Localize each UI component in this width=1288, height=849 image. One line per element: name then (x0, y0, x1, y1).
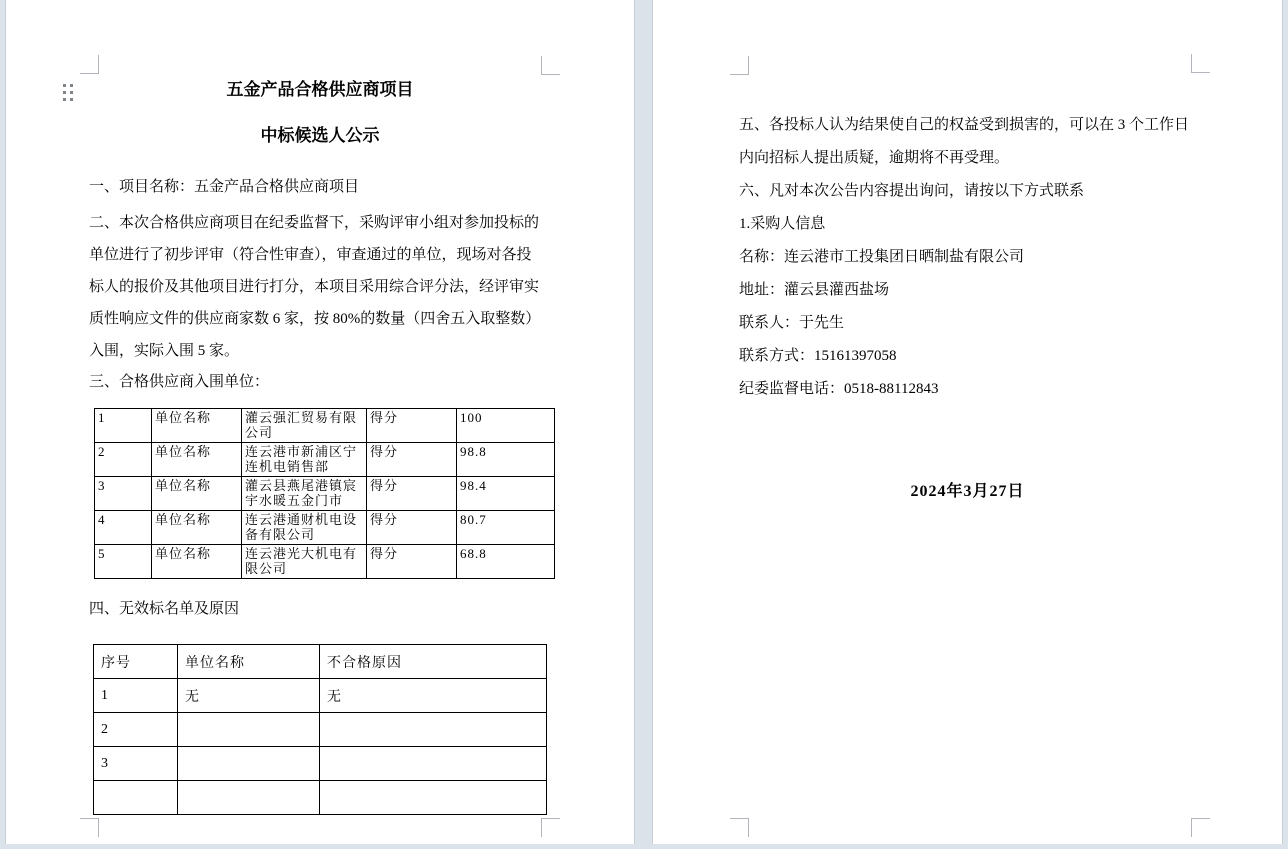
table-cell: 灌云县燕尾港镇宸宇水暖五金门市 (242, 477, 367, 511)
table-cell: 得分 (367, 511, 457, 545)
table-row (95, 409, 555, 443)
table-cell (320, 713, 547, 747)
table-cell: 3 (95, 477, 152, 511)
table-cell: 连云港市新浦区宁连机电销售部 (242, 443, 367, 477)
margin-mark-top-left-icon (80, 55, 99, 74)
paragraph-line: 内向招标人提出质疑，逾期将不再受理。 (739, 150, 1010, 166)
table-cell: 1 (95, 409, 152, 443)
margin-mark-top-right-icon (1191, 54, 1210, 73)
table-cell: 单位名称 (152, 443, 242, 477)
invalid-bids-table (93, 644, 547, 815)
paragraph-line: 标人的报价及其他项目进行打分，本项目采用综合评分法，经评审实 (89, 279, 540, 295)
table-cell: 得分 (367, 545, 457, 579)
paragraph-line: 单位进行了初步评审（符合性审查），审查通过的单位，现场对各投 (89, 247, 532, 263)
table-cell (178, 713, 320, 747)
table-cell: 单位名称 (152, 409, 242, 443)
contact-phone-line: 联系方式：15161397058 (739, 348, 897, 364)
table-row (94, 679, 547, 713)
margin-mark-bottom-right-icon (541, 818, 560, 837)
table-cell: 连云港光大机电有限公司 (242, 545, 367, 579)
doc-date: 2024年3月27日 (910, 483, 1025, 500)
table-cell: 无 (320, 679, 547, 713)
table-header-cell: 单位名称 (178, 645, 320, 679)
table-cell: 无 (178, 679, 320, 713)
table-cell (320, 781, 547, 815)
table-row (95, 545, 555, 579)
table-row (95, 511, 555, 545)
doc-title-line-1: 五金产品合格供应商项目 (226, 80, 414, 99)
document-page-2[interactable] (652, 0, 1283, 844)
table-cell: 98.8 (457, 443, 555, 477)
doc-title-line-2: 中标候选人公示 (260, 126, 380, 145)
table-cell: 单位名称 (152, 511, 242, 545)
table-cell (320, 747, 547, 781)
table-row (94, 713, 547, 747)
table-cell: 1 (94, 679, 178, 713)
table-row (94, 781, 547, 815)
section-5-heading: 五、各投标人认为结果使自己的权益受到损害的，可以在 3 个工作日 (739, 117, 1190, 133)
table-cell: 单位名称 (152, 545, 242, 579)
table-cell: 得分 (367, 443, 457, 477)
section-4-heading: 四、无效标名单及原因 (89, 601, 240, 617)
section-1-heading: 一、项目名称：五金产品合格供应商项目 (89, 179, 360, 195)
contact-person-line: 联系人：于先生 (739, 315, 845, 331)
document-page-1[interactable] (5, 0, 635, 844)
section-6-heading: 六、凡对本次公告内容提出询问，请按以下方式联系 (739, 183, 1085, 199)
table-cell: 连云港通财机电设备有限公司 (242, 511, 367, 545)
table-cell (94, 781, 178, 815)
supervision-phone-line: 纪委监督电话：0518-88112843 (739, 381, 939, 397)
table-row (95, 443, 555, 477)
table-cell: 得分 (367, 409, 457, 443)
paragraph-line: 1.采购人信息 (739, 216, 826, 232)
table-cell (178, 781, 320, 815)
table-row (94, 747, 547, 781)
buyer-address-line: 地址：灌云县灌西盐场 (739, 282, 890, 298)
margin-mark-bottom-left-icon (730, 818, 749, 837)
table-cell: 单位名称 (152, 477, 242, 511)
qualified-suppliers-table (94, 408, 555, 579)
table-row (95, 477, 555, 511)
margin-mark-top-right-icon (541, 56, 560, 75)
table-cell: 2 (94, 713, 178, 747)
table-cell: 得分 (367, 477, 457, 511)
paragraph-line: 二、本次合格供应商项目在纪委监督下，采购评审小组对参加投标的 (89, 215, 540, 231)
table-cell: 4 (95, 511, 152, 545)
table-cell: 灌云强汇贸易有限公司 (242, 409, 367, 443)
paragraph-line: 入围，实际入围 5 家。 (89, 343, 240, 359)
table-cell: 2 (95, 443, 152, 477)
buyer-name-line: 名称：连云港市工投集团日晒制盐有限公司 (739, 249, 1025, 265)
table-cell: 3 (94, 747, 178, 781)
section-3-heading: 三、合格供应商入围单位： (89, 374, 270, 390)
table-cell: 80.7 (457, 511, 555, 545)
table-header-cell: 不合格原因 (320, 645, 547, 679)
table-cell (178, 747, 320, 781)
table-cell: 98.4 (457, 477, 555, 511)
table-cell: 5 (95, 545, 152, 579)
margin-mark-top-left-icon (730, 56, 749, 75)
margin-mark-bottom-left-icon (80, 818, 99, 837)
table-header-cell: 序号 (94, 645, 178, 679)
table-cell: 100 (457, 409, 555, 443)
table-header-row (94, 645, 547, 679)
paragraph-line: 质性响应文件的供应商家数 6 家，按 80%的数量（四舍五入取整数） (89, 311, 541, 327)
table-cell: 68.8 (457, 545, 555, 579)
margin-mark-bottom-right-icon (1191, 818, 1210, 837)
